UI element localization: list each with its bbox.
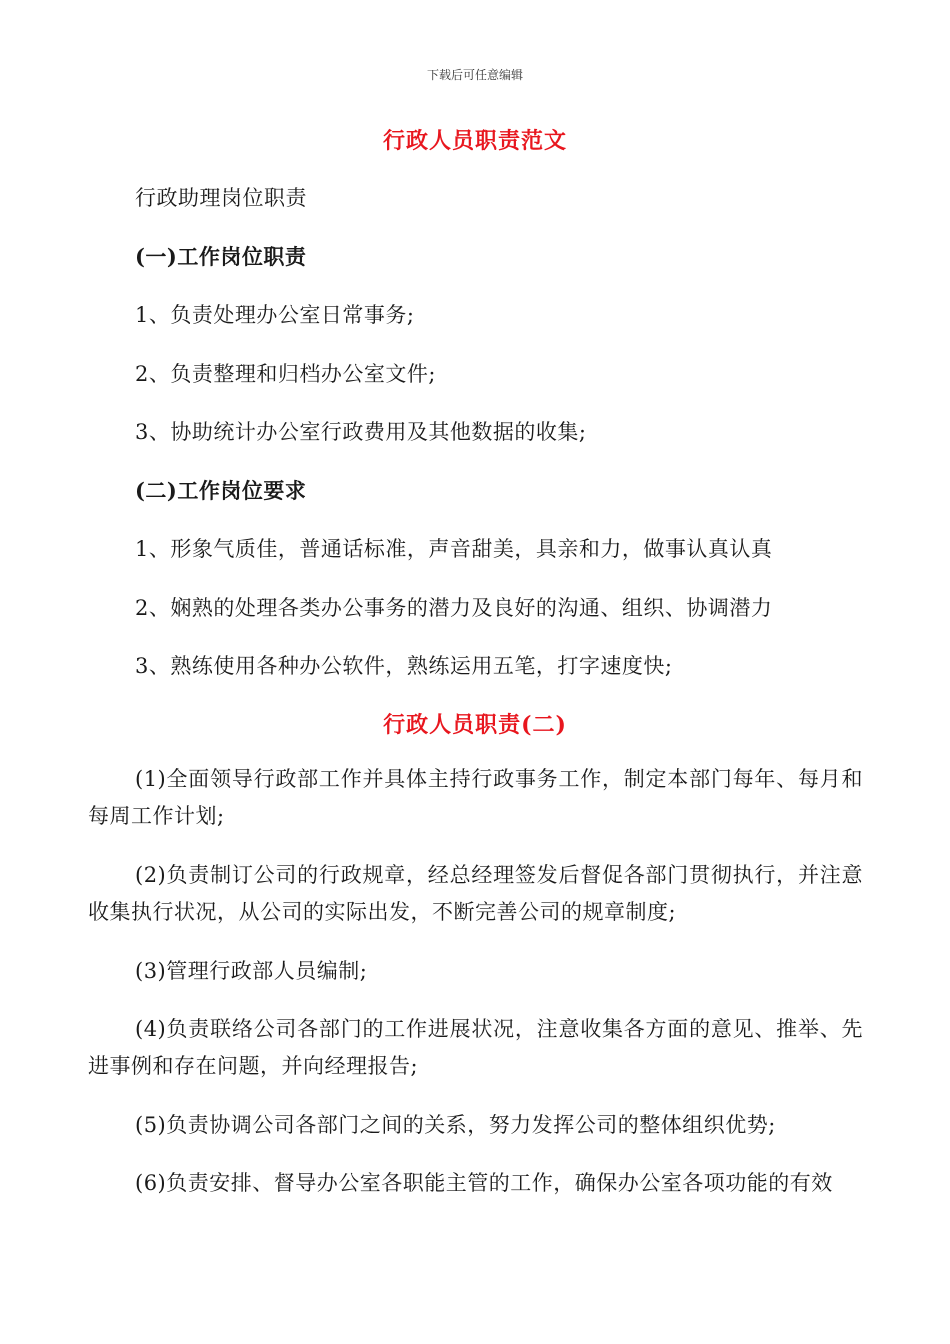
requirement-item: 3、熟练使用各种办公软件，熟练运用五笔，打字速度快; [135, 654, 673, 678]
duty-item: 1、负责处理办公室日常事务; [135, 303, 415, 327]
section-two-item: (5)负责协调公司各部门之间的关系，努力发挥公司的整体组织优势; [135, 1113, 776, 1137]
section-two-item: (2)负责制订公司的行政规章，经总经理签发后督促各部门贯彻执行，并注意收集执行状况，从公司的实际出发，不断完善公司的规章制度; [88, 863, 863, 924]
duties-heading: (一)工作岗位职责 [135, 244, 307, 269]
document-title: 行政人员职责范文 [382, 128, 567, 154]
section-intro: 行政助理岗位职责 [135, 186, 307, 210]
section-two-item: (3)管理行政部人员编制; [135, 959, 368, 983]
requirement-item: 2、娴熟的处理各类办公事务的潜力及良好的沟通、组织、协调潜力 [135, 596, 773, 620]
requirements-heading: (二)工作岗位要求 [135, 478, 307, 503]
section-two-title: 行政人员职责(二) [383, 712, 567, 738]
section-two-item: (1)全面领导行政部工作并具体主持行政事务工作，制定本部门每年、每月和每周工作计划; [88, 767, 863, 828]
header-note: 下载后可任意编辑 [426, 68, 523, 82]
requirement-item: 1、形象气质佳，普通话标准，声音甜美，具亲和力，做事认真认真 [135, 537, 773, 561]
duty-item: 3、协助统计办公室行政费用及其他数据的收集; [135, 420, 587, 444]
section-two-item: (6)负责安排、督导办公室各职能主管的工作，确保办公室各项功能的有效 [135, 1171, 833, 1195]
duty-item: 2、负责整理和归档办公室文件; [135, 362, 436, 386]
section-two-item: (4)负责联络公司各部门的工作进展状况，注意收集各方面的意见、推举、先进事例和存在问题，并向经理报告; [88, 1017, 863, 1078]
